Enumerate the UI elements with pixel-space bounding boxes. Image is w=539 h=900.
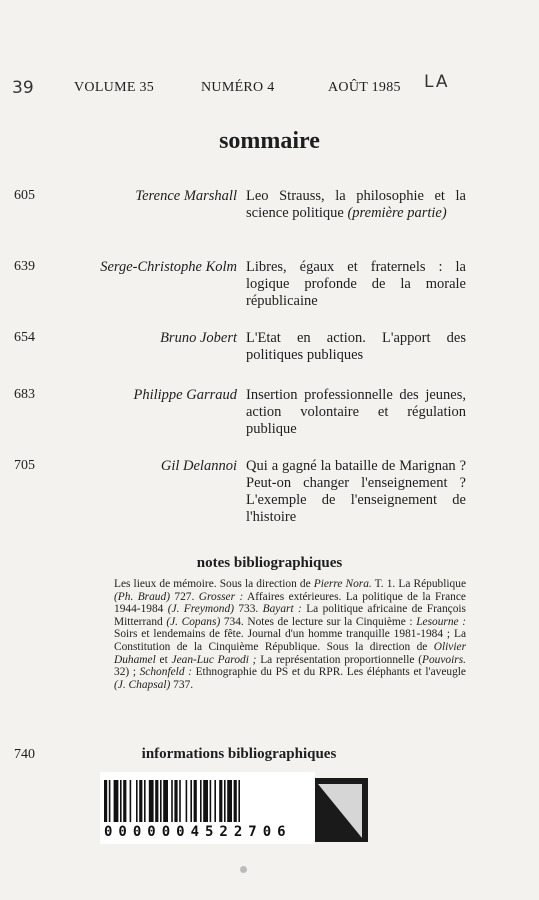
toc-author: Gil Delannoi <box>160 458 237 474</box>
scan-dot <box>240 866 247 873</box>
barcode-bar <box>114 780 119 822</box>
info-page-number: 740 <box>14 747 35 762</box>
barcode-bar <box>200 780 202 822</box>
toc-page-number: 705 <box>14 458 35 473</box>
toc-author: Philippe Garraud <box>133 387 237 403</box>
barcode-bar <box>210 780 212 822</box>
notes-text-segment: 737. <box>170 678 194 691</box>
barcode-bar <box>224 780 226 822</box>
toc-page-number: 605 <box>14 188 35 203</box>
article-title-text: Leo Strauss, la philosophie et la science politique <box>246 188 466 221</box>
notes-text-segment: Ethnographie du PS et du RPR. Les éléphants et l'aveugle <box>191 666 466 679</box>
toc-author: Serge-Christophe Kolm <box>100 259 237 275</box>
notes-italic-segment: (J. Copans) <box>166 615 221 628</box>
notes-italic-segment: (J. Freymond) <box>167 603 234 616</box>
header-date: AOÛT 1985 <box>328 80 401 95</box>
barcode-bar <box>194 780 197 822</box>
barcode-bar <box>186 780 188 822</box>
barcode-bar <box>123 780 126 822</box>
toc-article-title <box>246 188 466 222</box>
barcode-bar <box>120 780 122 822</box>
notes-italic-segment: (Ph. Braud) <box>114 590 170 603</box>
notes-text-segment: 734. Notes de lecture sur la Cinquième : <box>220 615 417 628</box>
barcode-bar <box>171 780 173 822</box>
article-title-text: Insertion professionnelle des jeunes, action volontaire et régulation publique <box>246 387 466 437</box>
toc-page-number: 639 <box>14 259 35 274</box>
info-section-title: informations bibliographiques <box>141 746 337 762</box>
article-title-text: L'Etat en action. L'apport des politiques publiques <box>246 330 466 363</box>
notes-text-segment: Les lieux de mémoire. Sous la direction de <box>114 578 314 590</box>
notes-text-segment: T. 1. La République <box>371 578 467 590</box>
notes-text-segment: et <box>155 653 172 666</box>
barcode-bar <box>155 780 158 822</box>
barcode-bar <box>179 780 181 822</box>
notes-text-segment: 733. <box>233 603 263 616</box>
barcode-bar <box>130 780 132 822</box>
header-number: NUMÉRO 4 <box>201 80 275 95</box>
barcode-bar <box>238 780 240 822</box>
toc-page-number: 654 <box>14 330 35 345</box>
barcode-bar <box>219 780 222 822</box>
notes-text-segment: 727. <box>169 590 199 603</box>
barcode-bar <box>139 780 142 822</box>
notes-text-segment: La politique africaine de François Mitterrand <box>114 603 466 628</box>
notes-body <box>114 578 466 691</box>
article-title-text: Libres, égaux et fraternels : la logique profonde de la morale républicaine <box>246 259 466 309</box>
notes-text-segment: Affaires extérieures. La politique de la France 1944-1984 <box>114 590 466 616</box>
barcode-bar <box>109 780 111 822</box>
barcode-number: 0000004522706 <box>104 824 292 840</box>
header-volume: VOLUME 35 <box>74 80 155 95</box>
barcode-bar <box>214 780 216 822</box>
notes-italic-segment: Pouvoirs. <box>422 653 467 666</box>
notes-italic-segment: Bayart : <box>262 603 302 616</box>
toc-article-title <box>246 330 466 364</box>
barcode-bar <box>160 780 162 822</box>
barcode-bar <box>163 780 168 822</box>
barcode-bar <box>136 780 138 822</box>
barcode-bar <box>104 780 107 822</box>
handwritten-mark-right: LA <box>424 72 450 92</box>
notes-italic-segment: Olivier Duhamel <box>114 640 466 666</box>
barcode <box>100 772 370 844</box>
toc-article-title <box>246 458 466 526</box>
barcode-bar <box>174 780 177 822</box>
notes-italic-segment: (J. Chapsal) <box>114 678 171 691</box>
page-title: sommaire <box>219 128 320 154</box>
barcode-bar <box>227 780 232 822</box>
notes-section-title: notes bibliographiques <box>196 555 343 571</box>
notes-italic-segment: Pierre Nora. <box>313 578 372 590</box>
barcode-bar <box>203 780 208 822</box>
barcode-bar <box>149 780 154 822</box>
barcode-emblem <box>315 778 368 842</box>
toc-article-title <box>246 259 466 310</box>
barcode-bars <box>104 780 240 822</box>
notes-text-segment: Soirs et lendemains de fête. Journal d'un homme tranquille 1981-1984 ; La Constitution de la Cinquième République. Sous la direction de <box>114 628 466 653</box>
notes-italic-segment: Schonfeld : <box>139 666 192 679</box>
article-title-text: Qui a gagné la bataille de Marignan ? Peut-on changer l'enseignement ? L'exemple de l'enseignement de l'histoire <box>246 458 466 525</box>
barcode-bar <box>190 780 192 822</box>
toc-article-title <box>246 387 466 438</box>
toc-author: Terence Marshall <box>135 188 237 204</box>
notes-text-segment: 32) ; <box>114 666 140 679</box>
notes-italic-segment: Lesourne : <box>416 615 466 628</box>
toc-author: Bruno Jobert <box>160 330 237 346</box>
toc-page-number: 683 <box>14 387 35 402</box>
notes-italic-segment: Jean-Luc Parodi ; <box>171 653 257 666</box>
notes-text-segment: La représentation proportionnelle ( <box>256 653 423 666</box>
handwritten-mark-left: 39 <box>12 78 34 98</box>
barcode-bar <box>144 780 146 822</box>
article-title-note: (première partie) <box>347 205 447 221</box>
notes-italic-segment: Grosser : <box>198 590 244 603</box>
barcode-bar <box>234 780 237 822</box>
